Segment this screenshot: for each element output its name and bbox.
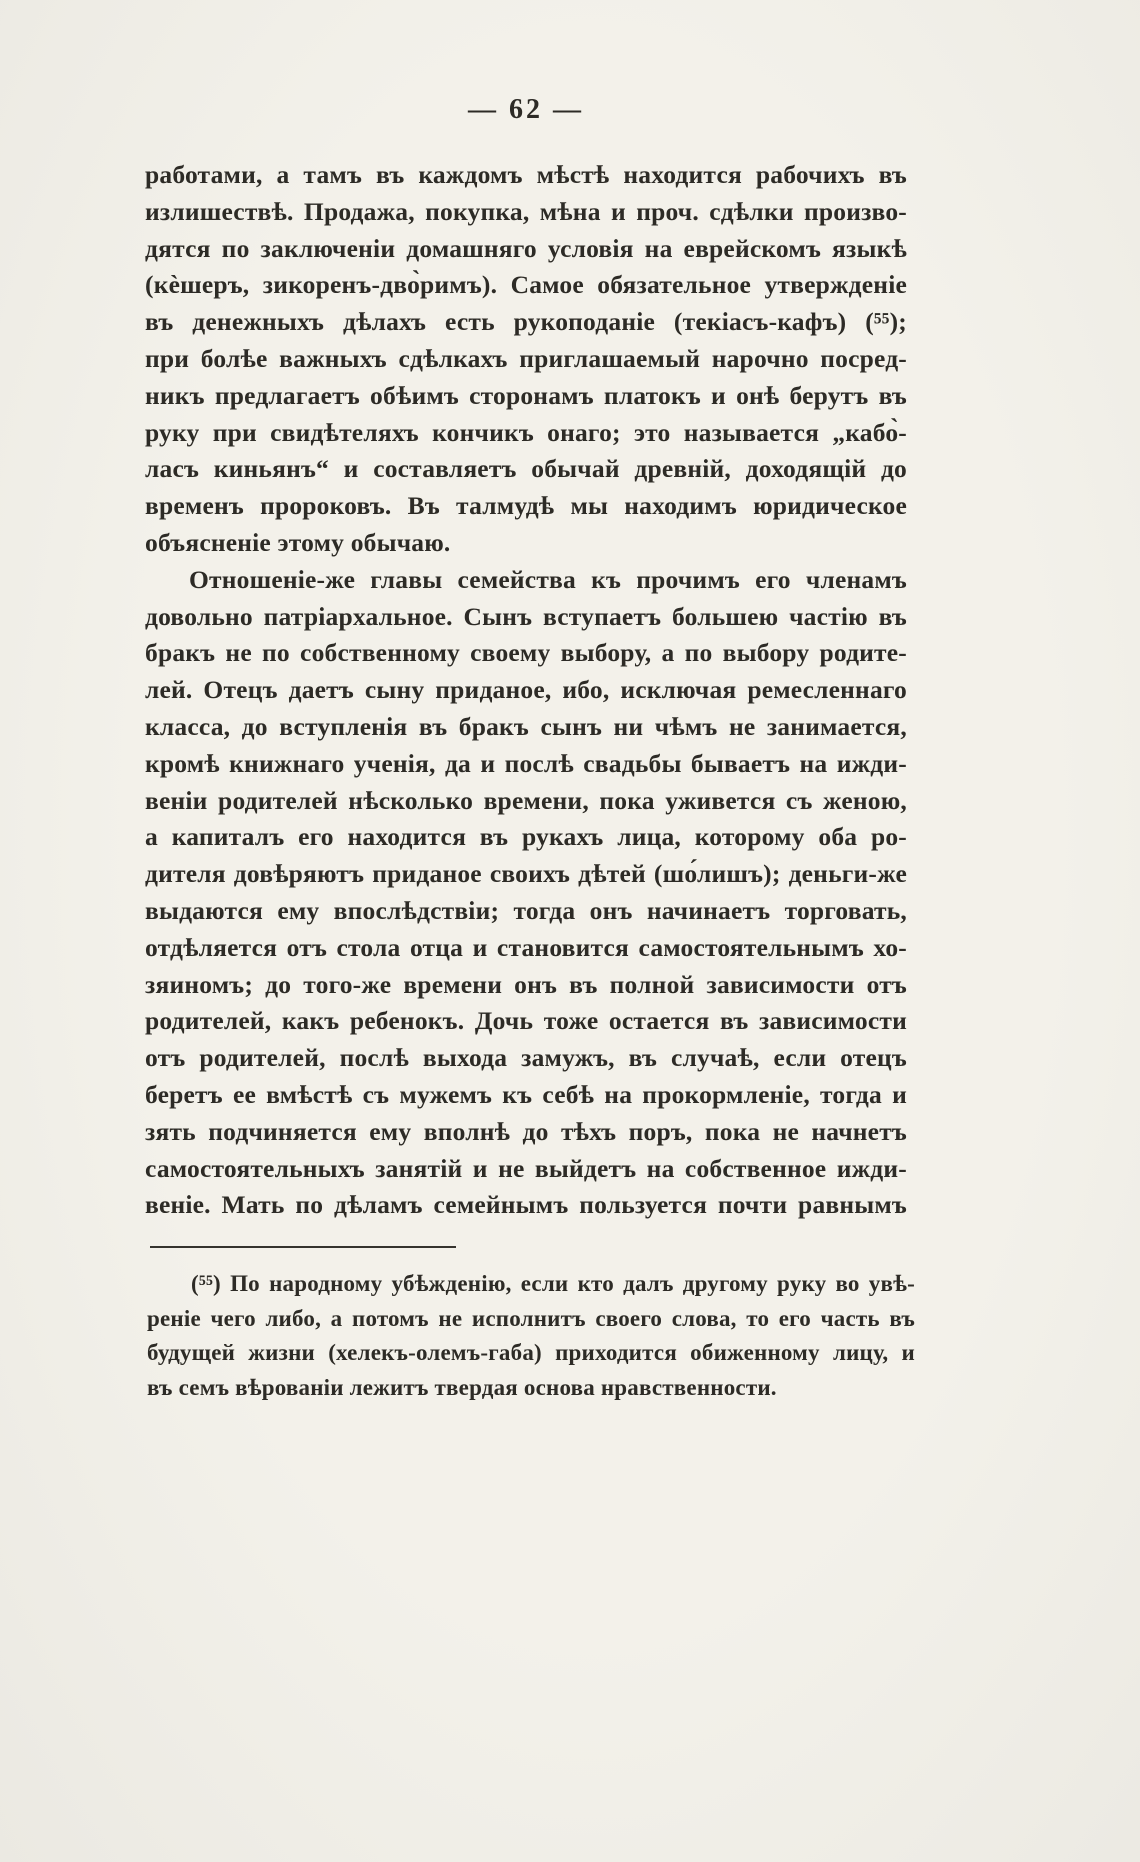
- footnote-separator-rule: [150, 1246, 456, 1248]
- text-line: ласъ киньянъ“ и составляетъ обычай древній, доходящій до: [145, 454, 907, 484]
- text-line: беретъ ее вмѣстѣ съ мужемъ къ себѣ на прокормленіе, тогда и: [145, 1079, 907, 1109]
- text-line: зяиномъ; до того-же времени онъ въ полной зависимости отъ: [145, 969, 907, 999]
- text-line: выдаются ему впослѣдствіи; тогда онъ начинаетъ торговать,: [145, 895, 907, 925]
- text-line: веніи родителей нѣсколько времени, пока уживется съ женою,: [145, 785, 907, 815]
- paragraph-2: [145, 562, 907, 1224]
- text-line: руку при свидѣтеляхъ кончикъ онаго; это называется „кабо̀-: [145, 417, 907, 447]
- text-line: Отношеніе-же главы семейства къ прочимъ его членамъ: [189, 564, 907, 594]
- text-line: веніе. Мать по дѣламъ семейнымъ пользуется почти равнымъ: [145, 1190, 907, 1220]
- text-line: а капиталъ его находится въ рукахъ лица, которому оба ро-: [145, 822, 907, 852]
- text-line: дителя довѣряютъ приданое своихъ дѣтей (шо́лишъ); деньги-же: [145, 859, 907, 889]
- paragraph-1: [145, 157, 907, 562]
- text-line: (кѐшеръ, зикоренъ-дво̀римъ). Самое обязательное утвержденіе: [145, 270, 907, 300]
- text-line: класса, до вступленія въ бракъ сынъ ни чѣмъ не занимается,: [145, 711, 907, 741]
- text-line: работами, а тамъ въ каждомъ мѣстѣ находится рабочихъ въ: [145, 160, 907, 189]
- text-line: излишествѣ. Продажа, покупка, мѣна и проч. сдѣлки произво-: [145, 196, 907, 226]
- text-line: временъ пророковъ. Въ талмудѣ мы находимъ юридическое: [145, 491, 907, 521]
- text-line: никъ предлагаетъ обѣимъ сторонамъ платокъ и онѣ берутъ въ: [145, 380, 907, 410]
- text-line: дятся по заключеніи домашняго условія на еврейскомъ языкѣ: [145, 233, 907, 263]
- text-line: кромѣ книжнаго ученія, да и послѣ свадьбы бываетъ на ижди-: [145, 748, 907, 778]
- footnote-line: (⁵⁵) По народному убѣжденію, если кто далъ другому руку во увѣ-: [191, 1271, 915, 1296]
- text-line: самостоятельныхъ занятій и не выйдетъ на собственное ижди-: [145, 1153, 907, 1183]
- text-line: довольно патріархальное. Сынъ вступаетъ большею частію въ: [145, 601, 907, 631]
- text-line: объясненіе этому обычаю.: [145, 527, 451, 557]
- text-line: лей. Отецъ даетъ сыну приданое, ибо, исключая ремесленнаго: [145, 675, 907, 705]
- text-line: въ денежныхъ дѣлахъ есть рукоподаніе (текіасъ-кафъ) (⁵⁵);: [145, 307, 907, 337]
- footnote-line: реніе чего либо, а потомъ не исполнитъ своего слова, то его часть въ: [147, 1305, 915, 1331]
- text-line: родителей, какъ ребенокъ. Дочь тоже остается въ зависимости: [145, 1006, 907, 1036]
- text-line: отдѣляется отъ стола отца и становится самостоятельнымъ хо-: [145, 932, 907, 962]
- page-number: — 62 —: [468, 94, 584, 125]
- footnote-line: будущей жизни (хелекъ-олемъ-габа) приходится обиженному лицу, и: [147, 1340, 915, 1366]
- text-line: отъ родителей, послѣ выхода замужъ, въ случаѣ, если отецъ: [145, 1043, 907, 1073]
- text-line: при болѣе важныхъ сдѣлкахъ приглашаемый нарочно посред-: [145, 343, 907, 373]
- footnote: [147, 1267, 915, 1405]
- main-text: [145, 157, 907, 1224]
- text-line: зять подчиняется ему вполнѣ до тѣхъ поръ, пока не начнетъ: [145, 1116, 907, 1146]
- footnote-line: въ семъ вѣрованіи лежитъ твердая основа нравственности.: [147, 1374, 777, 1400]
- text-line: бракъ не по собственному своему выбору, а по выбору родите-: [145, 638, 907, 668]
